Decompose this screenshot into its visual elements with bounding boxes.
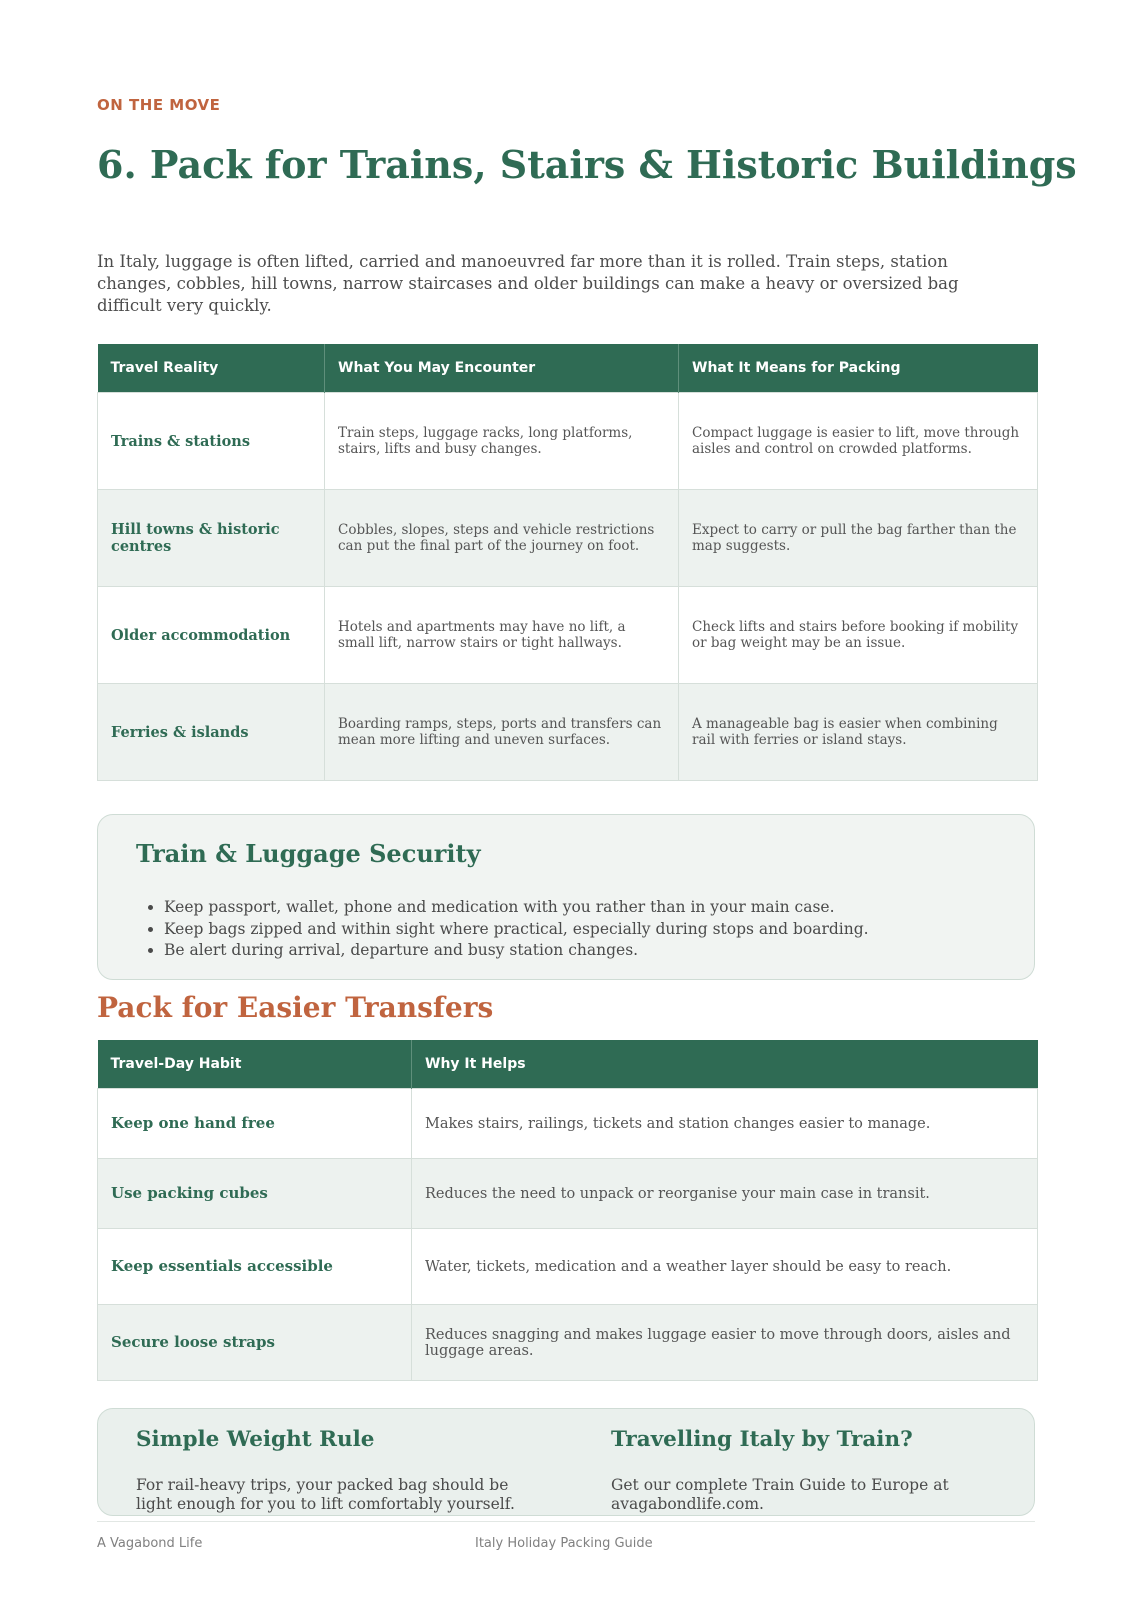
- train-guide-panel: [611, 1427, 1011, 1514]
- list-item: • Be alert during arrival, departure and busy station changes.: [164, 940, 869, 962]
- security-title: Train & Luggage Security: [136, 839, 481, 868]
- weight-rule-title: Simple Weight Rule: [136, 1427, 375, 1452]
- table-row: [98, 490, 1038, 587]
- security-callout: [97, 814, 1035, 980]
- page-title: 6. Pack for Trains, Stairs & Historic Buildings: [97, 142, 1077, 187]
- row-label: Trains & stations: [98, 393, 325, 490]
- row-label: Use packing cubes: [98, 1159, 412, 1229]
- weight-rule-text: For rail-heavy trips, your packed bag should be light enough for you to lift comfortably yourself.: [136, 1476, 515, 1513]
- table-cell: Water, tickets, medication and a weather layer should be easy to reach.: [412, 1229, 1038, 1305]
- row-label: Secure loose straps: [98, 1305, 412, 1381]
- column-header-travel-reality: Travel Reality: [98, 344, 325, 393]
- intro-paragraph: In Italy, luggage is often lifted, carried and manoeuvred far more than it is rolled. Train steps, station changes, cobbles, hill towns, narrow staircases and older buildings can make a heavy or oversized bag difficult very quickly.: [97, 252, 959, 315]
- bottom-callout: [97, 1408, 1035, 1516]
- table-row: [98, 1089, 1038, 1159]
- column-header-packing: What It Means for Packing: [679, 344, 1038, 393]
- column-header-habit: Travel-Day Habit: [98, 1040, 412, 1089]
- travel-reality-table: [97, 344, 1038, 781]
- table-row: [98, 684, 1038, 781]
- table-row: [98, 393, 1038, 490]
- table-cell: A manageable bag is easier when combining rail with ferries or island stays.: [679, 684, 1038, 781]
- security-list: [136, 897, 869, 962]
- table-cell: Compact luggage is easier to lift, move through aisles and control on crowded platforms.: [679, 393, 1038, 490]
- table-cell: Expect to carry or pull the bag farther than the map suggests.: [679, 490, 1038, 587]
- table-cell: Cobbles, slopes, steps and vehicle restrictions can put the final part of the journey on foot.: [325, 490, 679, 587]
- train-guide-title: Travelling Italy by Train?: [611, 1427, 913, 1452]
- table-row: [98, 587, 1038, 684]
- row-label: Hill towns & historic centres: [98, 490, 325, 587]
- table-row: [98, 1305, 1038, 1381]
- row-label: Ferries & islands: [98, 684, 325, 781]
- footer-guide-title: Italy Holiday Packing Guide: [475, 1536, 653, 1551]
- column-header-encounter: What You May Encounter: [325, 344, 679, 393]
- list-item: • Keep bags zipped and within sight where practical, especially during stops and boarding.: [164, 919, 869, 941]
- footer-brand: A Vagabond Life: [97, 1536, 203, 1551]
- footer-divider: [97, 1521, 1035, 1522]
- table-cell: Makes stairs, railings, tickets and station changes easier to manage.: [412, 1089, 1038, 1159]
- list-item: • Keep passport, wallet, phone and medication with you rather than in your main case.: [164, 897, 869, 919]
- table-cell: Boarding ramps, steps, ports and transfers can mean more lifting and uneven surfaces.: [325, 684, 679, 781]
- row-label: Older accommodation: [98, 587, 325, 684]
- transfers-heading: Pack for Easier Transfers: [97, 991, 494, 1024]
- table-cell: Reduces the need to unpack or reorganise your main case in transit.: [412, 1159, 1038, 1229]
- table-row: [98, 1159, 1038, 1229]
- table-cell: Train steps, luggage racks, long platforms, stairs, lifts and busy changes.: [325, 393, 679, 490]
- table-cell: Check lifts and stairs before booking if mobility or bag weight may be an issue.: [679, 587, 1038, 684]
- row-label: Keep essentials accessible: [98, 1229, 412, 1305]
- table-cell: Reduces snagging and makes luggage easier to move through doors, aisles and luggage areas.: [412, 1305, 1038, 1381]
- table-cell: Hotels and apartments may have no lift, a small lift, narrow stairs or tight hallways.: [325, 587, 679, 684]
- table-header-row: [98, 344, 1038, 393]
- section-eyebrow: ON THE MOVE: [97, 96, 221, 114]
- train-guide-text: Get our complete Train Guide to Europe at avagabondlife.com.: [611, 1476, 949, 1513]
- row-label: Keep one hand free: [98, 1089, 412, 1159]
- table-row: [98, 1229, 1038, 1305]
- transfers-table: [97, 1040, 1038, 1381]
- column-header-why: Why It Helps: [412, 1040, 1038, 1089]
- table-header-row: [98, 1040, 1038, 1089]
- weight-rule-panel: [136, 1427, 536, 1514]
